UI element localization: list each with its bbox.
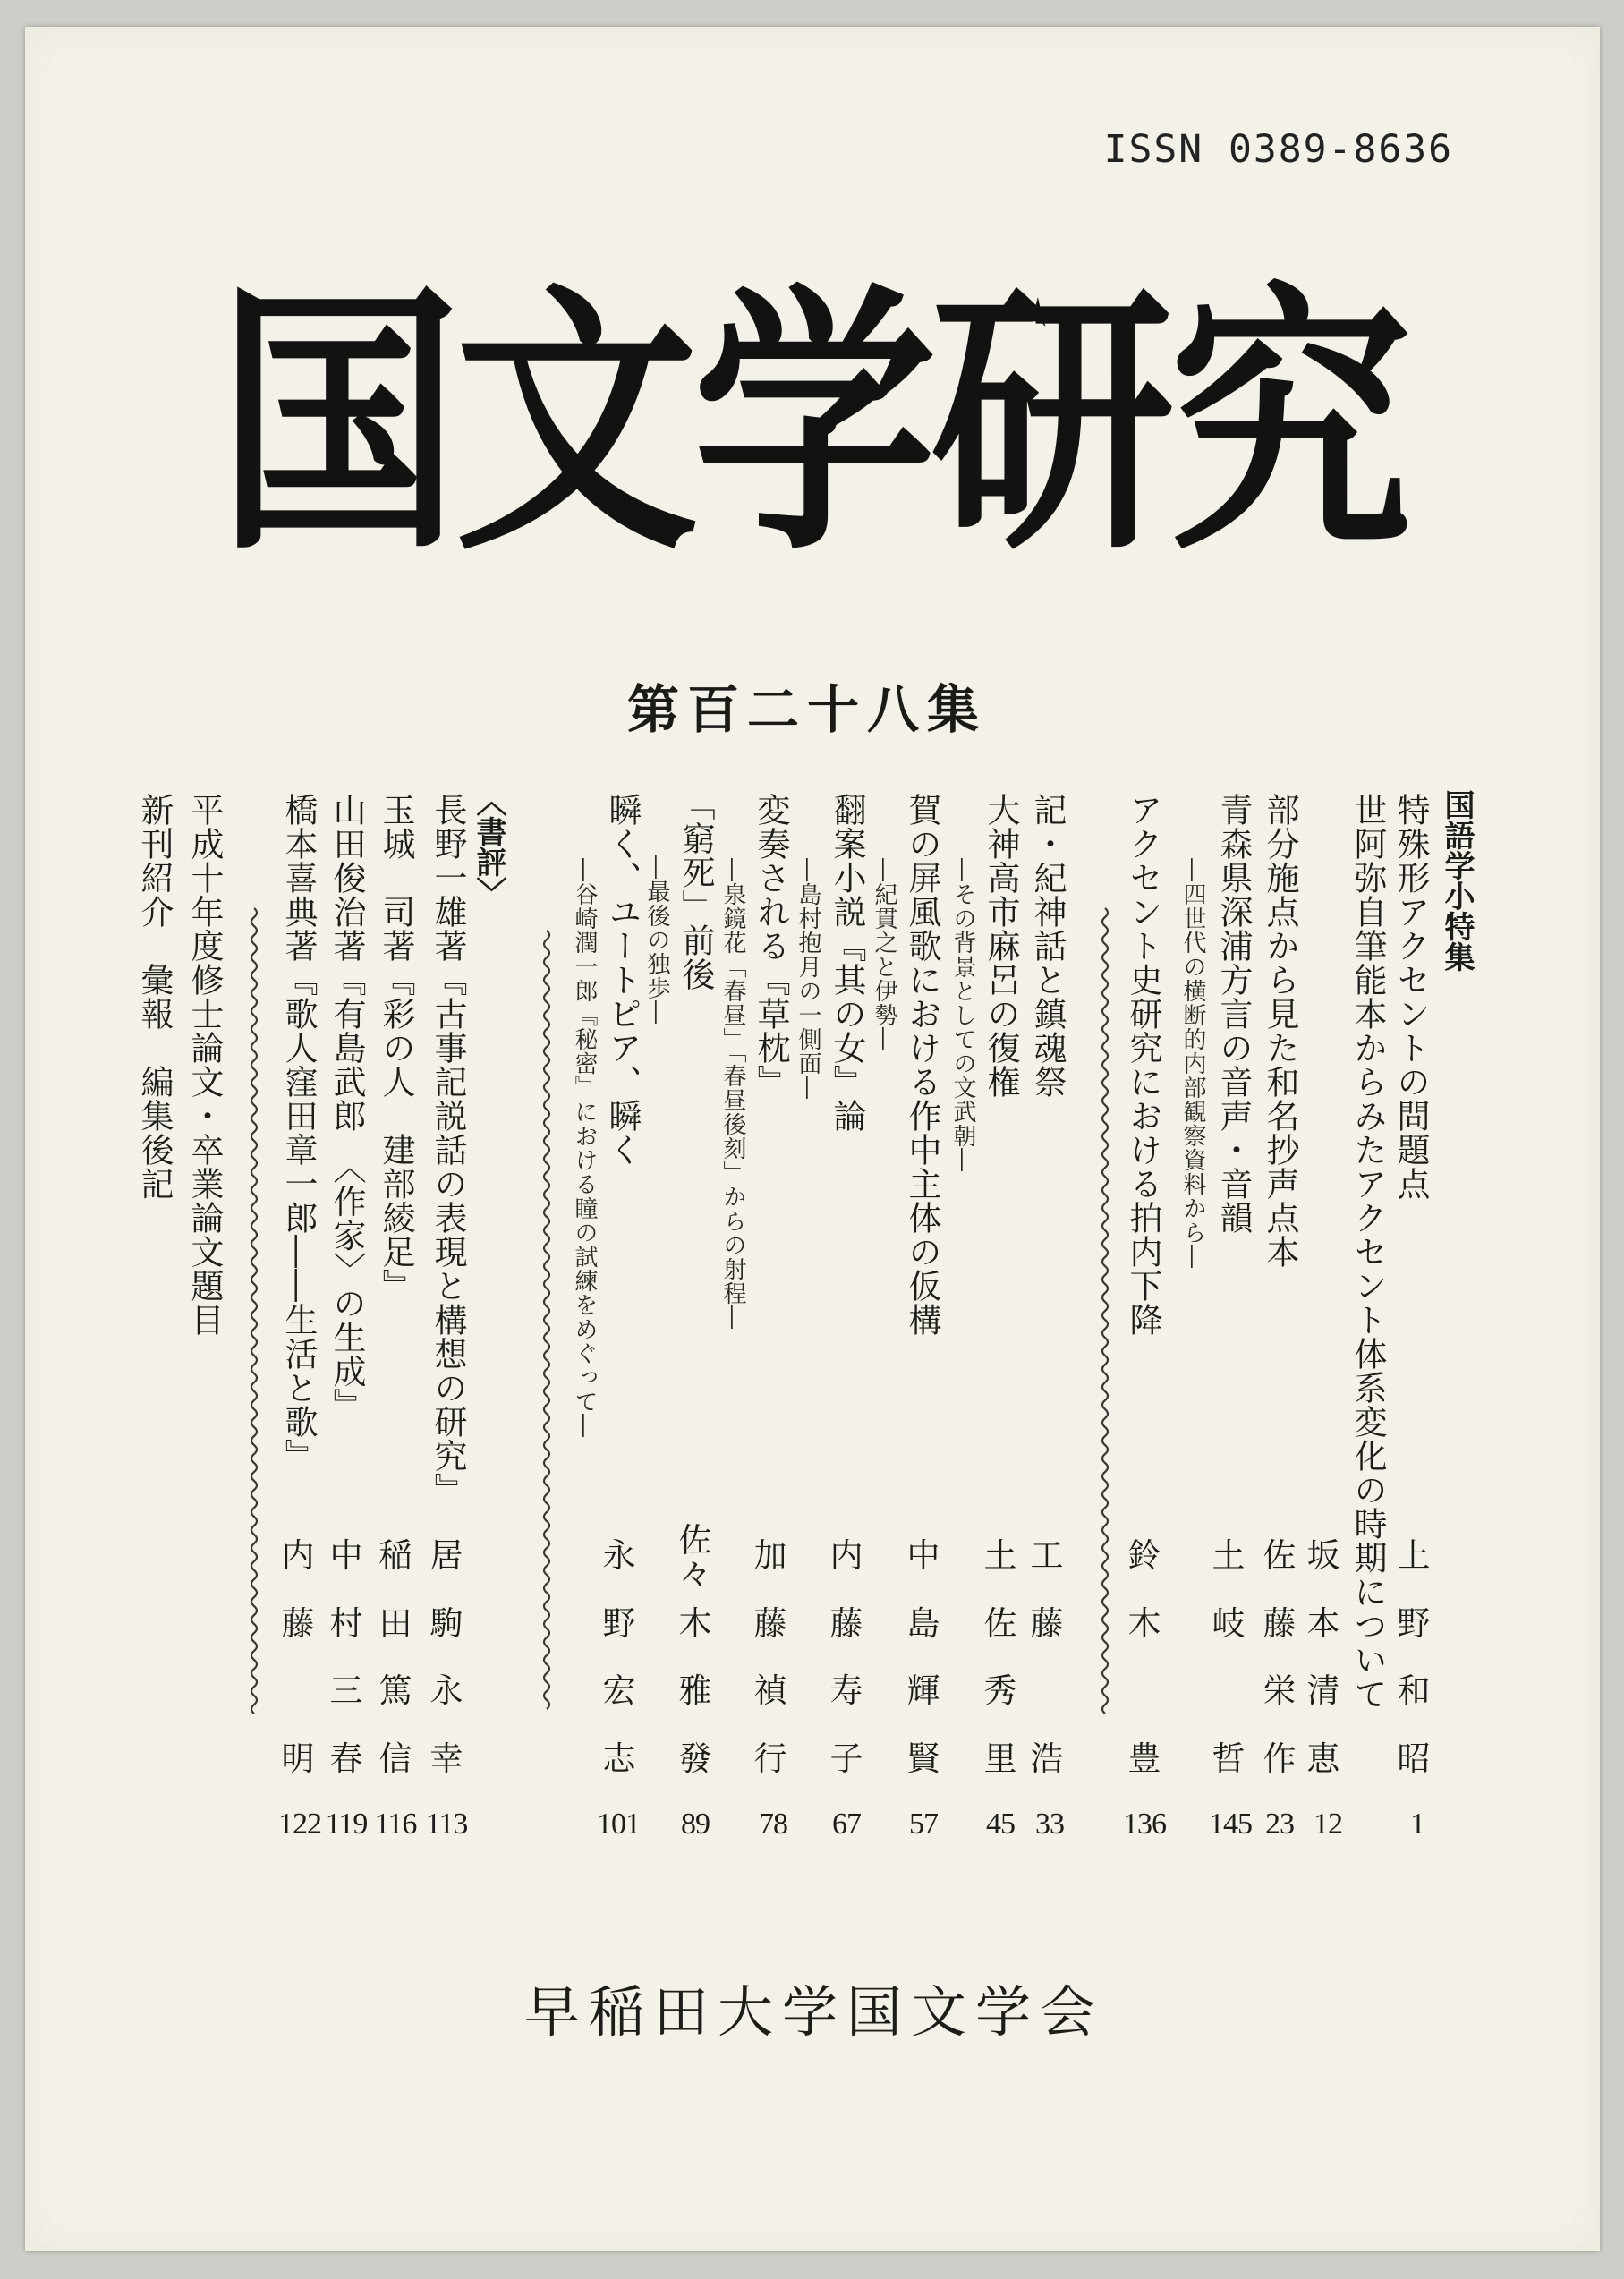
page-number: 119 bbox=[325, 1807, 368, 1841]
author-character: 島 bbox=[906, 1603, 940, 1643]
author-character: 雅 bbox=[678, 1671, 712, 1710]
review-title: 橋本喜典著『歌人窪田章一郎――生活と歌』 bbox=[279, 793, 318, 1473]
article-author bbox=[601, 1524, 637, 1792]
page-number: 57 bbox=[909, 1807, 938, 1841]
article-title: 大神高市麻呂の復権 bbox=[982, 793, 1020, 1099]
page-number: 67 bbox=[832, 1807, 861, 1841]
review-title: 山田俊治著『有島武郎 〈作家〉の生成』 bbox=[327, 793, 366, 1423]
article-author bbox=[1396, 1524, 1432, 1792]
author-character: 恵 bbox=[1306, 1739, 1340, 1778]
author-character: 哲 bbox=[1212, 1739, 1246, 1778]
author-character: 志 bbox=[602, 1739, 636, 1778]
review-author bbox=[280, 1524, 316, 1792]
author-character: 居 bbox=[429, 1536, 463, 1575]
page-number: 89 bbox=[681, 1807, 710, 1841]
author-character: 幸 bbox=[429, 1739, 463, 1778]
author-character: 佐 bbox=[1263, 1536, 1297, 1575]
author-character: 藤 bbox=[1030, 1603, 1064, 1643]
article-author bbox=[1211, 1524, 1246, 1792]
article-title: 瞬く、ユートピア、瞬く bbox=[603, 793, 642, 1167]
article-title: 「窮死」前後 bbox=[676, 787, 715, 991]
author-character: 野 bbox=[1397, 1603, 1431, 1643]
review-author bbox=[328, 1524, 364, 1792]
back-matter-item: 平成十年度修士論文・卒業論文題目 bbox=[185, 793, 224, 1337]
article-author bbox=[829, 1524, 864, 1792]
author-character: 駒 bbox=[429, 1603, 463, 1643]
article-title: 記・紀神話と鎮魂祭 bbox=[1028, 793, 1067, 1099]
page-number: 113 bbox=[425, 1807, 468, 1841]
page-number: 33 bbox=[1035, 1807, 1064, 1841]
page-number: 23 bbox=[1265, 1807, 1294, 1841]
author-character: 明 bbox=[281, 1739, 315, 1778]
author-character: 秀 bbox=[983, 1671, 1017, 1710]
article-subtitle: ―その背景としての文武朝― bbox=[949, 858, 976, 1172]
page-number: 78 bbox=[759, 1807, 787, 1841]
author-character: 豊 bbox=[1127, 1739, 1161, 1778]
author-character: 清 bbox=[1306, 1671, 1340, 1710]
author-character: 本 bbox=[1306, 1603, 1340, 1643]
author-character: 坂 bbox=[1306, 1536, 1340, 1575]
page-number: 116 bbox=[374, 1807, 417, 1841]
page-number: 1 bbox=[1410, 1807, 1424, 1841]
article-subtitle: ―泉鏡花「春昼」「春昼後刻」からの射程― bbox=[719, 858, 746, 1330]
author-character: 鈴 bbox=[1127, 1536, 1161, 1575]
author-character: 賢 bbox=[906, 1739, 940, 1778]
article-title: 青森県深浦方言の音声・音韻 bbox=[1214, 793, 1253, 1235]
author-character: 内 bbox=[281, 1536, 315, 1575]
article-author bbox=[677, 1521, 713, 1792]
author-character: 木 bbox=[678, 1603, 712, 1643]
author-character: 永 bbox=[602, 1536, 636, 1575]
author-character: 和 bbox=[1397, 1671, 1431, 1710]
author-character: 里 bbox=[983, 1739, 1017, 1778]
review-author bbox=[378, 1524, 413, 1792]
author-character: 三 bbox=[329, 1671, 363, 1710]
author-character: 發 bbox=[678, 1739, 712, 1778]
article-title: 変奏される『草枕』 bbox=[752, 793, 790, 1099]
review-author bbox=[429, 1524, 464, 1792]
article-title: アクセント史研究における拍内下降 bbox=[1124, 793, 1162, 1337]
author-character: 加 bbox=[753, 1536, 787, 1575]
article-author bbox=[1127, 1524, 1162, 1792]
author-character: 栄 bbox=[1263, 1671, 1297, 1710]
article-author bbox=[1305, 1524, 1341, 1792]
author-character: 佐 bbox=[983, 1603, 1017, 1643]
author-character: 田 bbox=[378, 1603, 412, 1643]
author-character: 永 bbox=[429, 1671, 463, 1710]
page-number: 145 bbox=[1209, 1807, 1252, 1841]
author-character: 々 bbox=[678, 1555, 712, 1594]
page-number: 122 bbox=[278, 1807, 321, 1841]
article-title: 部分施点から見た和名抄声点本 bbox=[1261, 793, 1299, 1269]
author-character: 中 bbox=[329, 1536, 363, 1575]
page-number: 12 bbox=[1314, 1807, 1342, 1841]
author-character: 浩 bbox=[1030, 1739, 1064, 1778]
author-character: 作 bbox=[1263, 1739, 1297, 1778]
publisher-name: 早稲田大学国文学会 bbox=[523, 1979, 1104, 2045]
article-title: 世阿弥自筆能本からみたアクセント体系変化の時期について bbox=[1348, 793, 1387, 1711]
author-character: 輝 bbox=[906, 1671, 940, 1710]
article-subtitle: ―島村抱月の一側面― bbox=[795, 858, 821, 1100]
author-character: 宏 bbox=[602, 1671, 636, 1710]
special-feature-heading: 国語学小特集 bbox=[1439, 789, 1475, 972]
article-author bbox=[1029, 1524, 1065, 1792]
author-character: 上 bbox=[1397, 1536, 1431, 1575]
author-character: 野 bbox=[602, 1603, 636, 1643]
article-subtitle: ―四世代の横断的内部観察資料から― bbox=[1179, 858, 1206, 1269]
author-character: 土 bbox=[1212, 1536, 1246, 1575]
author-character: 昭 bbox=[1397, 1739, 1431, 1778]
author-character: 岐 bbox=[1212, 1603, 1246, 1643]
author-character: 内 bbox=[829, 1536, 863, 1575]
article-author bbox=[906, 1524, 941, 1792]
article-author bbox=[982, 1524, 1018, 1792]
author-character: 中 bbox=[906, 1536, 940, 1575]
author-character: 藤 bbox=[753, 1603, 787, 1643]
article-title: 賀の屏風歌における作中主体の仮構 bbox=[903, 793, 941, 1337]
page-number: 45 bbox=[986, 1807, 1015, 1841]
article-title: 翻案小説『其の女』論 bbox=[828, 793, 866, 1133]
author-character: 土 bbox=[983, 1536, 1017, 1575]
back-matter-item: 新刊紹介 彙報 編集後記 bbox=[135, 793, 174, 1201]
article-author bbox=[752, 1524, 788, 1792]
issue-number: 第百二十八集 bbox=[626, 679, 987, 740]
author-character: 藤 bbox=[281, 1603, 315, 1643]
author-character: 禎 bbox=[753, 1671, 787, 1710]
review-title: 長野一雄著『古事記説話の表現と構想の研究』 bbox=[429, 793, 467, 1507]
page-number: 136 bbox=[1123, 1807, 1166, 1841]
author-character: 佐 bbox=[678, 1521, 712, 1560]
author-character: 藤 bbox=[829, 1603, 863, 1643]
author-character: 藤 bbox=[1263, 1603, 1297, 1643]
author-character: 行 bbox=[753, 1739, 787, 1778]
issn-number: ISSN 0389-8636 bbox=[1103, 127, 1453, 172]
author-character: 寿 bbox=[829, 1671, 863, 1710]
author-character: 信 bbox=[378, 1739, 412, 1778]
reviews-heading: 〈書評〉 bbox=[471, 786, 506, 907]
review-title: 玉城 司著『彩の人 建部綾足』 bbox=[377, 793, 415, 1303]
author-character: 村 bbox=[329, 1603, 363, 1643]
author-character: 稲 bbox=[378, 1536, 412, 1575]
article-author bbox=[1262, 1524, 1297, 1792]
author-character: 工 bbox=[1030, 1536, 1064, 1575]
author-character: 子 bbox=[829, 1739, 863, 1778]
article-title: 特殊形アクセントの問題点 bbox=[1391, 793, 1430, 1201]
article-subtitle: ―紀貫之と伊勢― bbox=[871, 858, 897, 1051]
author-character: 春 bbox=[329, 1739, 363, 1778]
article-subtitle: ―最後の独歩― bbox=[643, 855, 670, 1025]
page-number: 101 bbox=[597, 1807, 640, 1841]
author-character: 篤 bbox=[378, 1671, 412, 1710]
author-character: 木 bbox=[1127, 1603, 1161, 1643]
article-subtitle: ―谷崎潤一郎『秘密』における瞳の試練をめぐって― bbox=[571, 858, 598, 1438]
journal-title: 国文学研究 bbox=[217, 259, 1407, 589]
